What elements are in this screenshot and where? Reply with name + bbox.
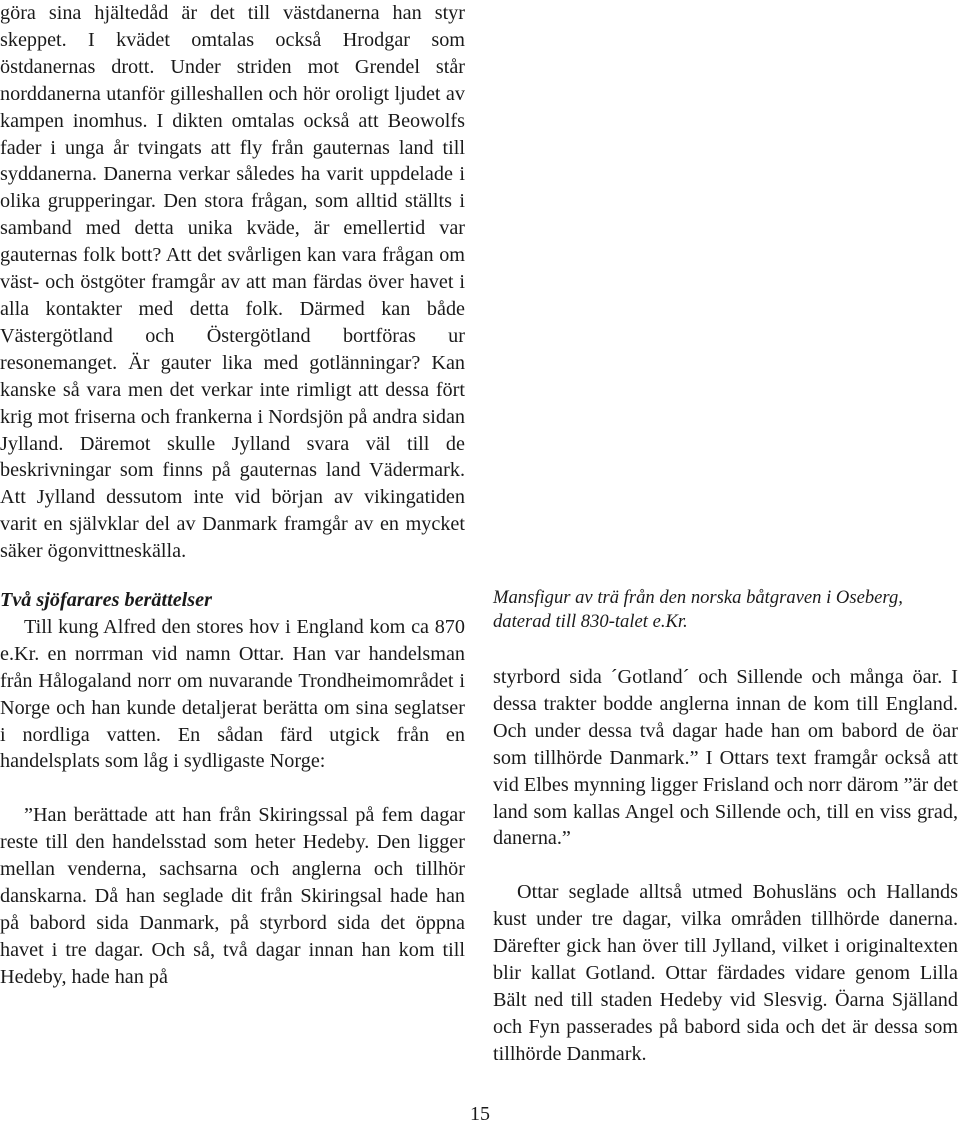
quote-paragraph: ”Han berättade att han från Skiringssal på fem dagar reste till den handelsstad som heter Hedeby. Den ligger mellan venderna, sachsarna och anglerna och tillhör danskarna. Då han seglade dit från Skiringsal hade han på babord sida Danmark, på styrbord sida det öppna havet i tre dagar. Och så, två dagar innan han kom till Hedeby, hade han på [0,804,465,988]
right-column [493,664,958,1068]
left-paragraph-2: Till kung Alfred den stores hov i England kom ca 870 e.Kr. en norrman vid namn Ottar. Han var handelsman från Hålogaland norr om nuvarande Trondheimområdet i Norge och han kunde detaljerat berätta om sina seglatser i nordliga vatten. En sådan färd utgick från en handelsplats som låg i sydligaste Norge: [0,615,465,773]
page-number: 15 [470,1103,490,1125]
image-caption: Mansfigur av trä från den norska båtgraven i Oseberg, daterad till 830-talet e.Kr. [493,587,903,632]
right-paragraph-1: styrbord sida ´Gotland´ och Sillende och många öar. I dessa trakter bodde anglerna innan de kom till England. Och under dessa två dagar hade han om babord de öar som tillhörde Danmark.” I Ottars text framgår också att vid Elbes mynning ligger Frisland och norr därom ”är det land som kallas Angel och Sillende och, till en viss grad, danerna.” [493,666,958,850]
left-paragraph-1: göra sina hjältedåd är det till västdanerna han styr skeppet. I kvädet omtalas också Hrodgar som östdanernas drott. Under striden mot Grendel står norddanerna utanför gilleshallen och hör oroligt ljudet av kampen inomhus. I dikten omtalas också att Beowolfs fader i unga år tvingats att fly från gauternas land till syddanerna. Danerna verkar således ha varit uppdelade i olika grupperingar. Den stora frågan, som alltid ställts i samband med detta unika kväde, är emellertid var gauternas folk bott? Att det svårligen kan vara frågan om väst- och östgöter framgår av att man färdas över havet i alla kontakter med detta folk. Därmed kan både Västergötland och Östergötland bortföras ur resonemanget. Är gauter lika med gotlänningar? Kan kanske så vara men det verkar inte rimligt att dessa fört krig mot friserna och frankerna i Nordsjön på andra sidan Jylland. Däremot skulle Jylland svara väl till de beskrivningar som finns på gauternas land Vädermark. Att Jylland dessutom inte vid början av vikingatiden varit en självklar del av Danmark framgår av en mycket säker ögonvittneskälla. [0,2,465,563]
section-heading: Två sjöfarares berättelser [0,589,212,612]
left-column [0,0,465,991]
right-paragraph-2: Ottar seglade alltså utmed Bohusläns och Hallands kust under tre dagar, vilka områden tillhörde danerna. Därefter gick han över till Jylland, vilket i originaltexten blir kallat Gotland. Ottar färdades vidare genom Lilla Bält ned till staden Hedeby vid Slesvig. Öarna Själland och Fyn passerades på babord sida och det är dessa som tillhörde Danmark. [493,881,958,1065]
